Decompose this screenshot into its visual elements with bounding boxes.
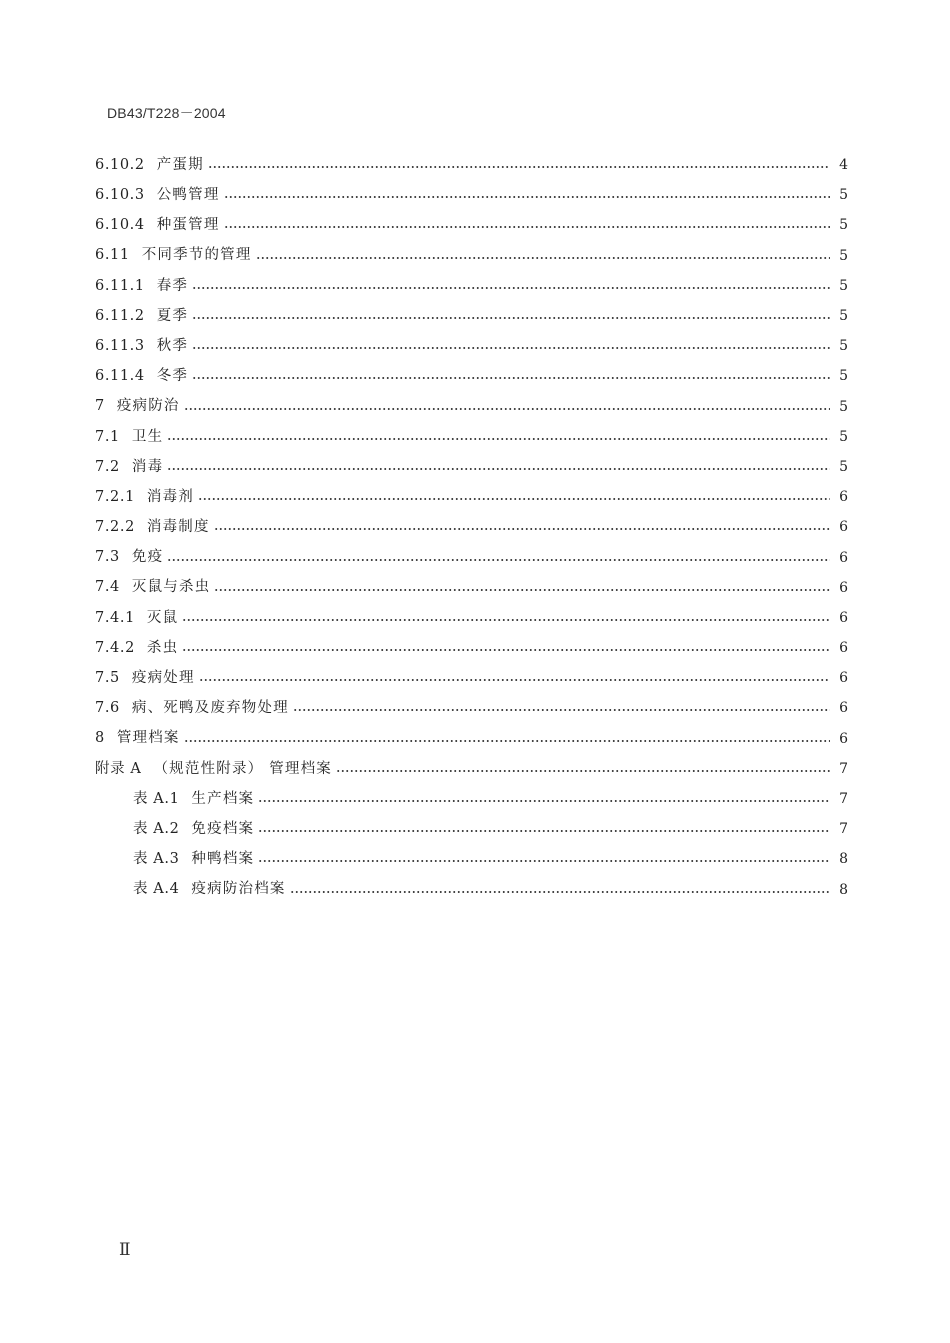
toc-entry-page: 5 — [839, 368, 848, 385]
toc-entry-page: 4 — [839, 157, 848, 174]
toc-entry[interactable] — [95, 331, 848, 361]
toc-entry[interactable] — [95, 542, 848, 572]
toc-entry-number: 表 A.3 — [133, 851, 180, 868]
toc-entry-page: 6 — [839, 670, 848, 687]
toc-entry-title: 秋季 — [156, 337, 189, 354]
toc-entry-title: 疫病处理 — [131, 670, 195, 687]
toc-entry[interactable] — [95, 361, 848, 391]
toc-entry[interactable] — [95, 603, 848, 633]
toc-entry-title: 生产档案 — [191, 790, 255, 807]
toc-entry[interactable] — [95, 210, 848, 240]
toc-entry-page: 5 — [839, 247, 848, 264]
dot-leader — [167, 559, 830, 561]
toc-entry-title: 夏季 — [156, 307, 189, 324]
toc-entry-number: 7.2 — [95, 458, 120, 475]
toc-entry-page: 6 — [839, 609, 848, 626]
toc-entry-title: 疫病防治 — [116, 398, 180, 415]
toc-entry-page: 5 — [839, 458, 848, 475]
toc-entry-number: 7.4.1 — [95, 609, 135, 626]
toc-entry-number: 6.11 — [95, 247, 130, 264]
toc-entry[interactable] — [95, 301, 848, 331]
dot-leader — [167, 468, 830, 470]
toc-entry-page: 6 — [839, 519, 848, 536]
toc-entry-page: 5 — [839, 187, 848, 204]
dot-leader — [208, 166, 830, 168]
dot-leader — [258, 800, 830, 802]
toc-entry[interactable] — [95, 754, 848, 784]
toc-entry-page: 8 — [839, 881, 848, 898]
toc-entry-page: 7 — [839, 760, 848, 777]
dot-leader — [224, 196, 830, 198]
toc-entry[interactable] — [95, 663, 848, 693]
toc-entry[interactable] — [95, 633, 848, 663]
toc-entry-number: 附录 A — [95, 760, 142, 777]
dot-leader — [192, 377, 830, 379]
toc-entry-number: 7.1 — [95, 428, 120, 445]
toc-entry-page: 5 — [839, 217, 848, 234]
toc-entry-number: 6.11.4 — [95, 368, 145, 385]
dot-leader — [336, 770, 830, 772]
toc-entry-title: 消毒制度 — [146, 519, 210, 536]
dot-leader — [214, 589, 830, 591]
toc-entry-title: 不同季节的管理 — [141, 247, 252, 264]
toc-entry[interactable] — [95, 422, 848, 452]
table-of-contents — [95, 150, 848, 905]
toc-entry-number: 8 — [95, 730, 105, 747]
dot-leader — [182, 649, 830, 651]
toc-entry-title: 杀虫 — [146, 639, 179, 656]
dot-leader — [258, 830, 830, 832]
toc-entry-number: 7.6 — [95, 700, 120, 717]
toc-entry[interactable] — [95, 784, 848, 814]
toc-entry-page: 5 — [839, 338, 848, 355]
dot-leader — [256, 257, 830, 259]
toc-entry[interactable] — [95, 482, 848, 512]
toc-entry-page: 6 — [839, 489, 848, 506]
toc-entry[interactable] — [95, 844, 848, 874]
toc-entry-title: 春季 — [156, 277, 189, 294]
toc-entry-number: 6.11.2 — [95, 307, 145, 324]
toc-entry-title: 免疫档案 — [191, 820, 255, 837]
toc-entry-title: 灭鼠 — [146, 609, 179, 626]
dot-leader — [182, 619, 830, 621]
toc-entry-number: 7.2.1 — [95, 488, 135, 505]
document-code: DB43/T228－2004 — [107, 105, 226, 121]
toc-entry-number: 6.10.3 — [95, 187, 145, 204]
toc-entry-title: 疫病防治档案 — [191, 881, 286, 898]
toc-entry-page: 5 — [839, 428, 848, 445]
toc-entry[interactable] — [95, 271, 848, 301]
toc-entry[interactable] — [95, 573, 848, 603]
toc-entry-number: 6.11.1 — [95, 277, 145, 294]
dot-leader — [290, 891, 830, 893]
toc-entry-page: 7 — [839, 821, 848, 838]
toc-entry-title: 种蛋管理 — [156, 217, 220, 234]
dot-leader — [224, 226, 830, 228]
toc-entry-page: 6 — [839, 700, 848, 717]
toc-entry-title: 冬季 — [156, 368, 189, 385]
toc-entry[interactable] — [95, 814, 848, 844]
toc-entry-page: 6 — [839, 640, 848, 657]
toc-entry-title: 卫生 — [131, 428, 164, 445]
toc-entry[interactable] — [95, 512, 848, 542]
dot-leader — [184, 408, 830, 410]
toc-entry-title: 病、死鸭及废弃物处理 — [131, 700, 289, 717]
dot-leader — [192, 317, 830, 319]
toc-entry-number: 表 A.2 — [133, 820, 180, 837]
toc-entry-number: 6.10.2 — [95, 156, 145, 173]
toc-entry-number: 表 A.4 — [133, 881, 180, 898]
dot-leader — [167, 438, 830, 440]
toc-entry[interactable] — [95, 392, 848, 422]
toc-entry[interactable] — [95, 452, 848, 482]
toc-entry-number: 6.10.4 — [95, 217, 145, 234]
toc-entry-number: 7 — [95, 398, 105, 415]
toc-entry-title: 产蛋期 — [156, 156, 204, 173]
toc-entry-page: 6 — [839, 549, 848, 566]
toc-entry-title: （规范性附录） 管理档案 — [153, 760, 332, 777]
dot-leader — [214, 528, 830, 530]
toc-entry-number: 7.2.2 — [95, 519, 135, 536]
toc-entry-page: 5 — [839, 308, 848, 325]
toc-entry-page: 5 — [839, 398, 848, 415]
toc-entry-number: 表 A.1 — [133, 790, 180, 807]
dot-leader — [184, 740, 830, 742]
dot-leader — [199, 679, 830, 681]
dot-leader — [198, 498, 830, 500]
toc-entry-page: 6 — [839, 579, 848, 596]
toc-entry[interactable] — [95, 693, 848, 723]
toc-entry-page: 7 — [839, 791, 848, 808]
toc-entry[interactable] — [95, 241, 848, 271]
toc-entry-number: 7.3 — [95, 549, 120, 566]
toc-entry-title: 公鸭管理 — [156, 187, 220, 204]
toc-entry-page: 6 — [839, 730, 848, 747]
toc-entry[interactable] — [95, 875, 848, 905]
toc-entry-number: 7.5 — [95, 670, 120, 687]
toc-entry-number: 6.11.3 — [95, 337, 145, 354]
toc-entry-page: 8 — [839, 851, 848, 868]
toc-entry[interactable] — [95, 180, 848, 210]
toc-entry[interactable] — [95, 150, 848, 180]
toc-entry-title: 消毒剂 — [146, 488, 195, 505]
toc-entry-page: 5 — [839, 277, 848, 294]
dot-leader — [293, 709, 830, 711]
toc-entry-title: 种鸭档案 — [191, 851, 255, 868]
toc-entry-title: 灭鼠与杀虫 — [131, 579, 211, 596]
toc-entry-number: 7.4 — [95, 579, 120, 596]
dot-leader — [192, 287, 830, 289]
toc-entry-title: 免疫 — [131, 549, 164, 566]
toc-entry-title: 消毒 — [131, 458, 164, 475]
toc-entry-number: 7.4.2 — [95, 639, 135, 656]
toc-entry-title: 管理档案 — [116, 730, 180, 747]
dot-leader — [258, 860, 830, 862]
page-number: Ⅱ — [119, 1240, 131, 1260]
toc-entry[interactable] — [95, 724, 848, 754]
dot-leader — [192, 347, 830, 349]
